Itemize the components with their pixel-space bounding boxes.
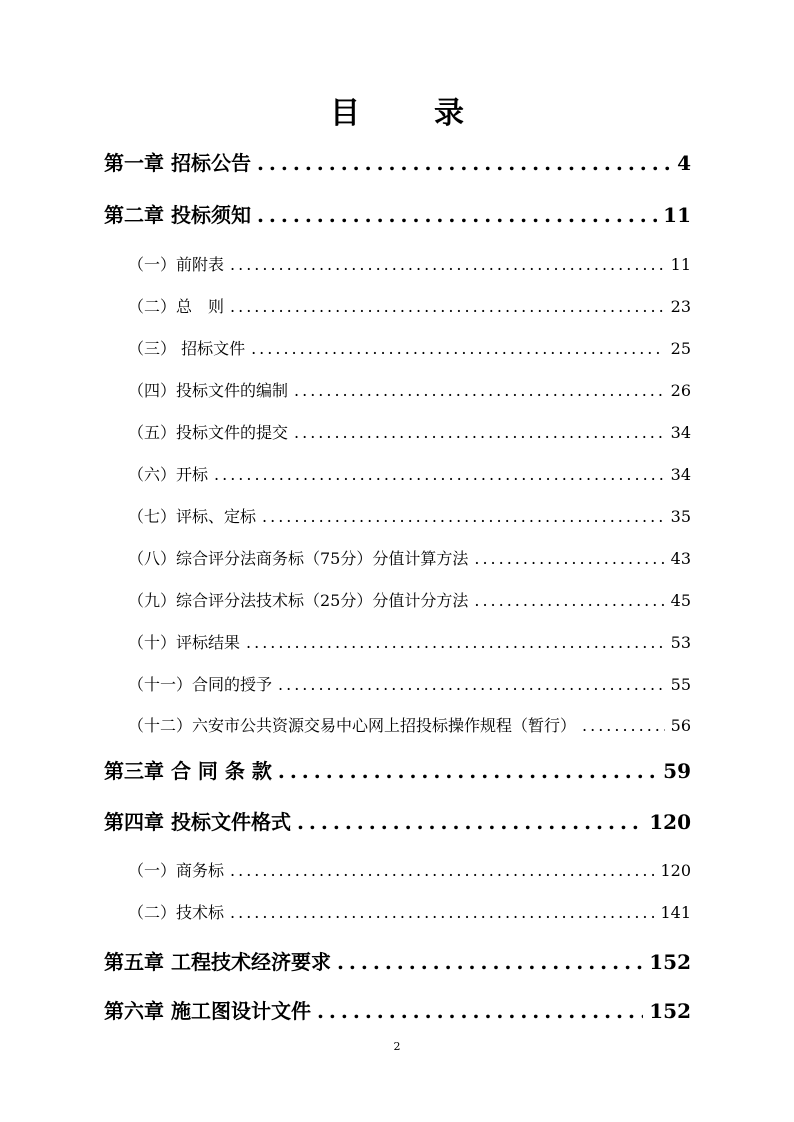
toc-entry-page: 43 <box>670 549 691 568</box>
toc-entry-section-4-2[interactable] <box>128 900 691 926</box>
toc-entry-chapter-3[interactable] <box>104 756 691 786</box>
toc-entry-label: （五）投标文件的提交 <box>128 423 289 442</box>
toc-entry-section-11[interactable] <box>128 672 691 698</box>
toc-title: 目 录 <box>330 96 486 131</box>
toc-entry-label: （十）评标结果 <box>128 633 241 652</box>
toc-entry-label: （四）投标文件的编制 <box>128 381 289 400</box>
toc-entry-label: （十二）六安市公共资源交易中心网上招投标操作规程（暂行） <box>128 716 577 735</box>
toc-entry-page: 4 <box>677 151 691 175</box>
toc-entry-page: 34 <box>670 465 691 484</box>
toc-leader-dots <box>474 588 664 614</box>
toc-entry-label: （一）商务标 <box>128 861 225 880</box>
toc-entry-page: 25 <box>670 339 691 358</box>
toc-entry-section-8[interactable] <box>128 546 691 572</box>
toc-entry-page: 34 <box>670 423 691 442</box>
toc-entry-page: 26 <box>670 381 691 400</box>
toc-entry-page: 56 <box>670 716 691 735</box>
toc-entry-page: 53 <box>670 633 691 652</box>
toc-leader-dots <box>230 900 654 926</box>
toc-leader-dots <box>230 252 665 278</box>
toc-entry-label: （九）综合评分法技术标（25分）分值计分方法 <box>128 591 469 610</box>
toc-entry-section-3[interactable] <box>128 336 691 362</box>
toc-entry-page: 55 <box>670 675 691 694</box>
toc-entry-section-9[interactable] <box>128 588 691 614</box>
toc-entry-page: 120 <box>649 810 691 834</box>
toc-entry-chapter-6[interactable] <box>104 996 691 1026</box>
toc-leader-dots <box>582 713 665 739</box>
toc-entry-chapter-4[interactable] <box>104 807 691 837</box>
toc-entry-label: （三） 招标文件 <box>128 339 246 358</box>
toc-entry-page: 35 <box>670 507 691 526</box>
toc-entry-section-5[interactable] <box>128 420 691 446</box>
toc-entry-section-12[interactable] <box>128 713 691 739</box>
toc-leader-dots <box>474 546 664 572</box>
toc-entry-page: 59 <box>663 759 691 783</box>
toc-entry-label: （八）综合评分法商务标（75分）分值计算方法 <box>128 549 469 568</box>
toc-leader-dots <box>278 672 665 698</box>
toc-entry-label: 第四章 投标文件格式 <box>104 810 291 834</box>
toc-leader-dots <box>257 200 657 230</box>
toc-entry-label: 第六章 施工图设计文件 <box>104 999 311 1023</box>
toc-entry-label: 第五章 工程技术经济要求 <box>104 950 331 974</box>
toc-entry-section-1[interactable] <box>128 252 691 278</box>
toc-entry-section-10[interactable] <box>128 630 691 656</box>
toc-leader-dots <box>230 294 665 320</box>
toc-entry-section-6[interactable] <box>128 462 691 488</box>
toc-entry-page: 152 <box>649 950 691 974</box>
toc-entry-page: 11 <box>670 255 691 274</box>
toc-entry-page: 120 <box>660 861 691 880</box>
toc-entry-label: （六）开标 <box>128 465 209 484</box>
toc-leader-dots <box>257 148 671 178</box>
toc-entry-page: 141 <box>660 903 691 922</box>
toc-entry-label: 第三章 合 同 条 款 <box>104 759 272 783</box>
toc-leader-dots <box>294 378 665 404</box>
toc-entry-label: （七）评标、定标 <box>128 507 257 526</box>
toc-entry-chapter-5[interactable] <box>104 947 691 977</box>
toc-entry-page: 11 <box>663 203 691 227</box>
toc-entry-label: （一）前附表 <box>128 255 225 274</box>
toc-entry-label: （二）技术标 <box>128 903 225 922</box>
toc-entry-chapter-1[interactable] <box>104 148 691 178</box>
toc-entry-section-4[interactable] <box>128 378 691 404</box>
toc-entry-page: 45 <box>670 591 691 610</box>
toc-leader-dots <box>317 996 643 1026</box>
toc-entry-label: 第二章 投标须知 <box>104 203 251 227</box>
toc-entry-label: （二）总 则 <box>128 297 225 316</box>
toc-entry-section-7[interactable] <box>128 504 691 530</box>
toc-leader-dots <box>230 858 654 884</box>
page-number: 2 <box>393 1040 401 1053</box>
toc-entry-page: 152 <box>649 999 691 1023</box>
toc-leader-dots <box>262 504 665 530</box>
toc-entry-section-2[interactable] <box>128 294 691 320</box>
toc-entry-chapter-2[interactable] <box>104 200 691 230</box>
toc-leader-dots <box>294 420 665 446</box>
toc-leader-dots <box>246 630 665 656</box>
toc-leader-dots <box>297 807 643 837</box>
toc-leader-dots <box>214 462 665 488</box>
toc-leader-dots <box>251 336 665 362</box>
toc-leader-dots <box>278 756 657 786</box>
toc-leader-dots <box>337 947 643 977</box>
toc-entry-label: （十一）合同的授予 <box>128 675 273 694</box>
toc-entry-page: 23 <box>670 297 691 316</box>
toc-entry-section-4-1[interactable] <box>128 858 691 884</box>
toc-entry-label: 第一章 招标公告 <box>104 151 251 175</box>
